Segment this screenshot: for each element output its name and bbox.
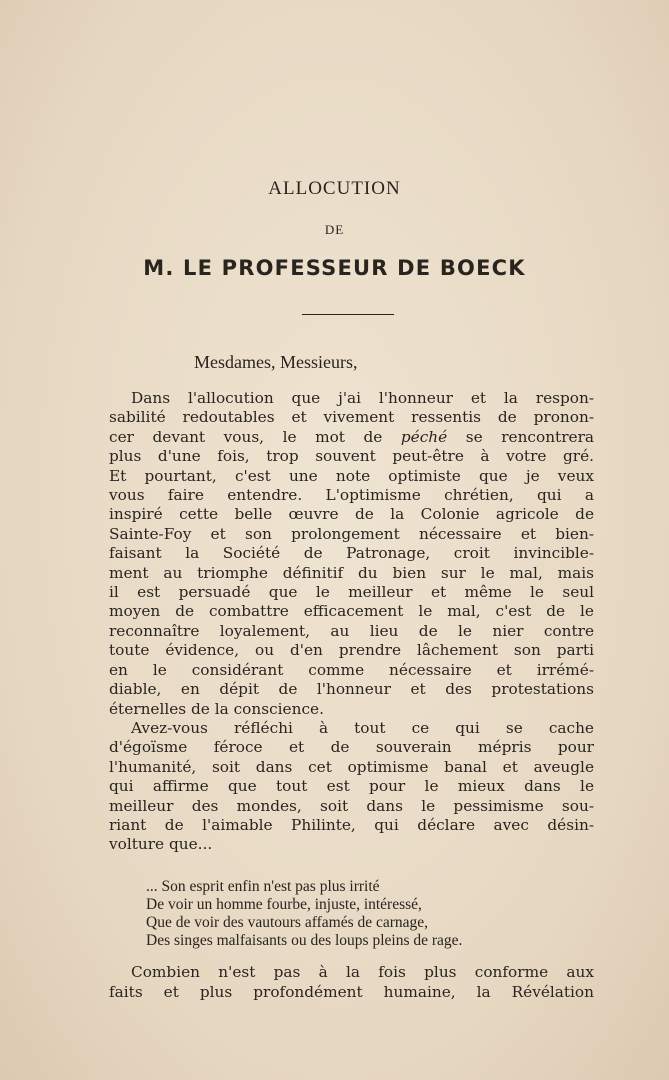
text-line: Combien n'est pas à la fois plus conforme aux [131, 963, 594, 981]
text-line: qui affirme que tout est pour le mieux dans le [109, 777, 594, 796]
heading-speaker: M. LE PROFESSEUR DE BOECK [143, 256, 526, 280]
verse-quotation [146, 878, 576, 950]
title-rule [302, 314, 394, 315]
salutation: Mesdames, Messieurs, [194, 352, 358, 372]
text-line: Avez-vous réfléchi à tout ce qui se cache [131, 718, 594, 737]
text-line: ment au triomphe définitif du bien sur le mal, mais [109, 563, 594, 582]
heading-allocution: ALLOCUTION [268, 178, 401, 199]
text-line: Sainte-Foy et son prolongement nécessaire et bien- [109, 524, 594, 543]
text-line: plus d'une fois, trop souvent peut-être à votre gré. [109, 447, 594, 466]
text-line: en le considérant comme nécessaire et irrémé- [109, 660, 594, 679]
text-line: sabilité redoutables et vivement ressentis de pronon- [109, 408, 594, 427]
text-line: riant de l'aimable Philinte, qui déclare avec désin- [109, 815, 594, 834]
text-line: Et pourtant, c'est une note optimiste que je veux [109, 466, 594, 485]
text-line: reconnaître loyalement, au lieu de le nier contre [109, 621, 594, 640]
text-line: l'humanité, soit dans cet optimisme banal et aveugle [109, 757, 594, 776]
closing-text [109, 962, 594, 1002]
main-text [109, 389, 594, 855]
text-line: éternelles de la conscience. [109, 699, 324, 718]
text-line: moyen de combattre efficacement le mal, c'est de le [109, 602, 594, 621]
verse-line: Des singes malfaisants ou des loups pleins de rage. [146, 932, 463, 949]
text-line: toute évidence, ou d'en prendre lâchement son parti [109, 641, 594, 660]
verse-line: De voir un homme fourbe, injuste, intéressé, [146, 896, 422, 913]
verse-line: Que de voir des vautours affamés de carnage, [146, 914, 429, 931]
text-line: vous faire entendre. L'optimisme chrétien, qui a [109, 486, 594, 505]
text-line: cer devant vous, le mot de péché se rencontrera [109, 427, 595, 446]
heading-de: DE [324, 222, 345, 237]
text-line: meilleur des mondes, soit dans le pessimisme sou- [109, 796, 594, 815]
text-line: faits et plus profondément humaine, la Révélation [109, 983, 594, 1001]
verse-line: ... Son esprit enfin n'est pas plus irrité [146, 878, 380, 895]
text-line: il est persuadé que le meilleur et même le seul [109, 583, 594, 602]
text-line: Dans l'allocution que j'ai l'honneur et la respon- [131, 389, 594, 407]
emphasis-peche: péché [400, 427, 448, 446]
text-line: volture que... [109, 835, 213, 854]
text-line: faisant la Société de Patronage, croit invincible- [109, 544, 594, 563]
text-line: d'égoïsme féroce et de souverain mépris pour [109, 738, 594, 757]
text-line: inspiré cette belle œuvre de la Colonie agricole de [109, 505, 594, 524]
text-line: diable, en dépit de l'honneur et des protestations [109, 680, 594, 699]
